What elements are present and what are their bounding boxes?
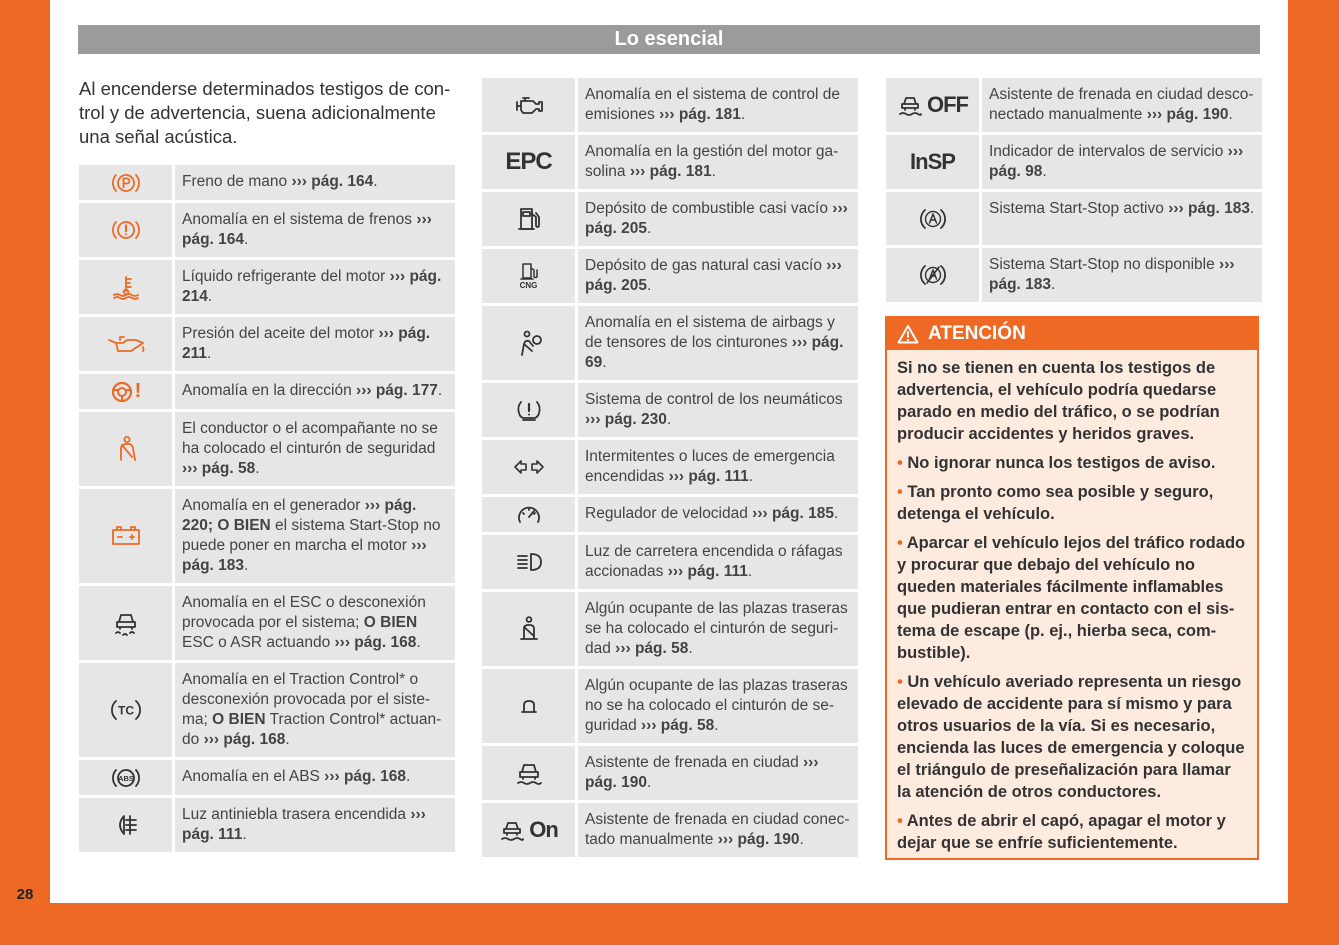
indicator-description (578, 192, 858, 246)
indicator-description (982, 192, 1262, 245)
indicator-row (482, 592, 858, 666)
indicator-row (482, 669, 858, 743)
page-reference[interactable]: ››› pág. 98 (989, 143, 1244, 180)
page-reference[interactable]: ››› pág. 111 (182, 806, 426, 843)
description-text: . (1250, 200, 1255, 217)
bullet-icon: • (897, 454, 908, 472)
indicator-row (482, 249, 858, 303)
page-reference[interactable]: ››› pág. 58 (182, 460, 256, 477)
indicator-table-right (886, 78, 1262, 305)
page-reference[interactable]: ››› pág. 181 (659, 106, 741, 123)
warning-bullet-text: Tan pronto como sea posible y seguro, detenga el vehículo. (897, 483, 1214, 523)
warning-body (887, 350, 1257, 854)
indicator-description (578, 306, 858, 380)
page-reference[interactable]: ››› pág. 164 (182, 211, 432, 248)
battery-icon (109, 524, 143, 548)
steering-icon-wheel (110, 380, 134, 404)
page-reference[interactable]: ››› pág. 211 (182, 325, 431, 362)
indicator-icon-cell (482, 592, 575, 666)
indicator-icon-cell (482, 497, 575, 532)
warning-header (887, 318, 1257, 350)
page-reference[interactable]: ››› pág. 168 (324, 768, 406, 785)
indicator-description (578, 669, 858, 743)
description-text: . (416, 634, 421, 651)
description-text: Sistema de control de los neumáticos (585, 391, 843, 408)
description-text: . (714, 717, 719, 734)
turn-signal-icon (512, 457, 546, 477)
city-brake-on-icon: On (499, 817, 558, 843)
indicator-icon-cell (79, 663, 172, 757)
start-stop-icon (918, 205, 948, 233)
indicator-icon-cell (482, 440, 575, 494)
description-text: Anomalía en el Traction Control* o desconexión provocada por el sistema; (182, 671, 431, 728)
bullet-icon: • (897, 812, 907, 830)
indicator-icon-cell (79, 489, 172, 583)
page-reference[interactable]: ››› pág. 205 (585, 257, 842, 294)
description-text: ESC o ASR actuando (182, 634, 335, 651)
page-reference[interactable]: O BIEN (212, 711, 266, 728)
city-brake-off-icon: OFF (897, 92, 968, 118)
description-text: . (1051, 276, 1056, 293)
indicator-description (578, 78, 858, 132)
parking-brake-icon (109, 170, 143, 196)
page-reference[interactable]: ››› pág. 190 (585, 754, 819, 791)
description-text: Regulador de velocidad (585, 505, 753, 522)
indicator-row (79, 374, 455, 409)
indicator-icon-cell (482, 192, 575, 246)
warning-bullet-text: Antes de abrir el capó, apagar el motor y dejar que se enfríe suficientemente. (897, 812, 1226, 852)
indicator-table-middle (482, 78, 858, 860)
bullet-icon: • (897, 483, 908, 501)
description-text: . (740, 106, 746, 123)
indicator-description (578, 440, 858, 494)
indicator-row (482, 135, 858, 189)
indicator-description (578, 249, 858, 303)
indicator-icon-cell (482, 383, 575, 437)
warning-box (885, 316, 1259, 860)
indicator-row (482, 803, 858, 857)
indicator-description (175, 317, 455, 371)
airbag-icon (514, 329, 544, 357)
bullet-icon: • (897, 534, 907, 552)
page-reference[interactable]: ››› pág. 111 (667, 563, 748, 580)
indicator-row (886, 135, 1262, 189)
indicator-icon-cell (79, 412, 172, 486)
description-text: . (207, 345, 212, 362)
seatbelt-icon (113, 435, 139, 463)
description-text: Anomalía en la gestión del motor gasolina (585, 143, 839, 180)
page-reference[interactable]: ››› pág. 168 (203, 731, 286, 748)
warning-bullet (897, 452, 1247, 474)
description-text: Luz de carretera encendida o ráfagas accionadas (585, 543, 843, 580)
description-text: Luz antiniebla trasera encendida (182, 806, 411, 823)
description-text: . (647, 277, 652, 294)
indicator-row (79, 203, 455, 257)
indicator-icon-cell (79, 317, 172, 371)
indicator-icon-cell (482, 78, 575, 132)
engine-icon (512, 93, 546, 117)
abs-icon (109, 765, 143, 791)
warning-bullet (897, 481, 1247, 525)
indicator-icon-cell (482, 803, 575, 857)
description-text: Intermitentes o luces de emergencia encendidas (585, 448, 835, 485)
indicator-icon-cell (482, 249, 575, 303)
description-text: . (747, 563, 753, 580)
indicator-description (175, 663, 455, 757)
description-text: . (242, 826, 247, 843)
description-text: . (207, 288, 213, 305)
indicator-description (175, 260, 455, 314)
description-text: el sistema Start-Stop no puede poner en marcha el motor (182, 517, 441, 554)
description-text: . (688, 640, 693, 657)
description-text: Depósito de combustible casi vacío (585, 200, 833, 217)
indicator-description (175, 798, 455, 852)
oil-pressure-icon (106, 332, 146, 356)
indicator-row (482, 192, 858, 246)
description-text: . (799, 831, 804, 848)
indicator-row (79, 317, 455, 371)
section-header: Lo esencial (78, 25, 1260, 54)
page-reference[interactable]: ››› pág. 230 (585, 411, 667, 428)
indicator-description (175, 412, 455, 486)
description-text: . (255, 460, 260, 477)
city-brake-icon (514, 759, 544, 787)
description-text: Anomalía en el generador (182, 497, 365, 514)
indicator-description (175, 203, 455, 257)
warning-bullet-text: Un vehículo averiado representa un riesgo elevado de accidente para sí mismo y para otros usuarios de la vía. Si es necesario, encienda las luces de emergencia y coloque el triángulo de preseñalización para llamar la atención de otros conductores. (897, 673, 1245, 801)
description-text: Presión del aceite del motor (182, 325, 379, 342)
page-reference[interactable]: ››› pág. 183 (1168, 200, 1251, 217)
indicator-row (79, 663, 455, 757)
svg-text:TC: TC (117, 703, 134, 718)
warning-triangle-icon (897, 324, 919, 344)
description-text: . (373, 173, 378, 190)
warning-bullet-text: Aparcar el vehículo lejos del tráfico rodado y procurar que debajo del vehículo no queden materiales fácilmente inflamables que pudieran entrar en contacto con el sistema de escape (p. ej., hierba seca, combustible). (897, 534, 1246, 662)
warning-bullet-text: No ignorar nunca los testigos de aviso. (907, 454, 1216, 472)
page-reference[interactable]: O BIEN (363, 614, 418, 631)
city-brake-off-icon-car (897, 92, 923, 118)
page-reference[interactable]: ››› pág. 58 (641, 717, 715, 734)
description-text: . (647, 774, 652, 791)
description-text: . (666, 411, 672, 428)
indicator-description (982, 78, 1262, 132)
description-text: Traction Control* actuando (182, 711, 442, 748)
description-text: Freno de mano (182, 173, 292, 190)
indicator-row (886, 248, 1262, 302)
page-reference[interactable]: ››› pág. 164 (291, 173, 374, 190)
epc-icon: EPC (505, 148, 552, 175)
cruise-control-icon (514, 501, 544, 529)
page-reference[interactable]: ››› pág. 58 (615, 640, 689, 657)
description-text: Anomalía en el ABS (182, 768, 325, 785)
description-text: . (285, 731, 290, 748)
description-text: Depósito de gas natural casi vacío (585, 257, 827, 274)
description-text: . (647, 220, 652, 237)
high-beam-icon (513, 550, 545, 574)
bullet-icon: • (897, 673, 908, 691)
inspection-icon: InSP (910, 149, 955, 174)
indicator-icon-cell (482, 746, 575, 800)
page-reference[interactable]: ››› pág. 111 (668, 468, 749, 485)
indicator-row (482, 497, 858, 532)
description-text: . (1228, 106, 1233, 123)
description-text: El conductor o el acompañante no se ha colocado el cinturón de seguridad (182, 420, 438, 457)
page-reference[interactable]: ››› pág. 190 (1146, 106, 1229, 123)
description-text: . (602, 354, 607, 371)
coolant-icon (111, 274, 141, 300)
intro-paragraph: Al encenderse determinados testigos de control y de advertencia, suena adicionalmente una señal acústica. (79, 78, 451, 147)
indicator-icon-cell (79, 203, 172, 257)
indicator-icon-cell (886, 135, 979, 189)
warning-bullet (897, 532, 1247, 664)
brake-system-icon (109, 217, 143, 243)
indicator-icon-cell (886, 78, 979, 132)
description-text: Anomalía en el ESC o desconexión provocada por el sistema; (182, 594, 426, 631)
indicator-row (79, 489, 455, 583)
page-reference[interactable]: ››› pág. 220; O BIEN (182, 497, 417, 534)
cng-fuel-icon-pump (519, 263, 539, 281)
svg-text:ABS: ABS (117, 773, 134, 783)
city-brake-on-icon-car (499, 817, 525, 843)
indicator-description (175, 489, 455, 583)
indicator-description (175, 760, 455, 795)
indicator-icon-cell (79, 798, 172, 852)
description-text: Asistente de frenada en ciudad conectado manualmente (585, 811, 850, 848)
indicator-row (482, 746, 858, 800)
indicator-icon-cell (79, 260, 172, 314)
indicator-row (79, 412, 455, 486)
indicator-row (79, 798, 455, 852)
page-reference[interactable]: ››› pág. 177 (356, 382, 438, 399)
indicator-description (578, 135, 858, 189)
page-reference[interactable]: ››› pág. 183 (989, 256, 1235, 293)
description-text: . (244, 231, 249, 248)
description-text: . (437, 382, 443, 399)
indicator-row (79, 260, 455, 314)
steering-icon: ! (110, 380, 142, 404)
page-reference[interactable]: ››› pág. 181 (629, 163, 712, 180)
indicator-row (482, 306, 858, 380)
indicator-icon-cell (482, 535, 575, 589)
indicator-row (482, 383, 858, 437)
indicator-row (886, 78, 1262, 132)
page-number: 28 (16, 886, 34, 903)
esc-icon (111, 608, 141, 638)
indicator-row (482, 440, 858, 494)
description-text: . (406, 768, 411, 785)
description-text: Asistente de frenada en ciudad desconectado manualmente (989, 86, 1254, 123)
page-reference[interactable]: ››› pág. 183 (182, 537, 427, 574)
indicator-icon-cell (79, 760, 172, 795)
indicator-icon-cell (482, 135, 575, 189)
indicator-description (175, 586, 455, 660)
indicator-icon-cell (886, 192, 979, 245)
page-reference[interactable]: ››› pág. 190 (717, 831, 800, 848)
rear-seatbelt-off-icon (517, 694, 541, 718)
indicator-row (482, 535, 858, 589)
indicator-icon-cell (886, 248, 979, 302)
indicator-description (982, 135, 1262, 189)
warning-bullet (897, 810, 1247, 854)
page-reference[interactable]: ››› pág. 205 (585, 200, 848, 237)
cng-fuel-icon: CNG (519, 263, 539, 290)
description-text: Anomalía en el sistema de airbags y de tensores de los cinturones (585, 314, 835, 351)
description-text: Anomalía en el sistema de frenos (182, 211, 417, 228)
indicator-icon-cell (79, 165, 172, 200)
page-reference[interactable]: ››› pág. 168 (334, 634, 417, 651)
indicator-row (79, 760, 455, 795)
rear-seatbelt-icon (516, 615, 542, 643)
description-text: Sistema Start-Stop no disponible (989, 256, 1220, 273)
description-text: Anomalía en el sistema de control de emisiones (585, 86, 841, 123)
description-text: . (1042, 163, 1047, 180)
indicator-description (578, 746, 858, 800)
fuel-icon (516, 205, 542, 233)
indicator-description (578, 535, 858, 589)
page-reference[interactable]: ››› pág. 185 (752, 505, 834, 522)
indicator-description (175, 165, 455, 200)
indicator-description (175, 374, 455, 409)
indicator-icon-cell (482, 669, 575, 743)
description-text: Algún ocupante de las plazas traseras no se ha colocado el cinturón de seguridad (585, 677, 848, 734)
description-text: . (244, 557, 249, 574)
description-text: Líquido refrigerante del motor (182, 268, 390, 285)
warning-title: ATENCIÓN (928, 323, 1026, 344)
rear-fog-light-icon (110, 812, 142, 838)
indicator-icon-cell (79, 374, 172, 409)
indicator-description (578, 497, 858, 532)
indicator-description (578, 383, 858, 437)
description-text: Algún ocupante de las plazas traseras se ha colocado el cinturón de seguridad (585, 600, 848, 657)
indicator-icon-cell (79, 586, 172, 660)
warning-intro: Si no se tienen en cuenta los testigos de advertencia, el vehículo podría quedarse parado en medio del tráfico, o se podrían producir accidentes y heridos graves. (897, 359, 1220, 443)
tyre-pressure-icon (514, 397, 544, 423)
page-reference[interactable]: ››› pág. 69 (585, 334, 844, 371)
description-text: . (711, 163, 716, 180)
indicator-description (982, 248, 1262, 302)
description-text: . (834, 505, 839, 522)
description-text: Sistema Start-Stop activo (989, 200, 1169, 217)
indicator-row (886, 192, 1262, 245)
indicator-row (482, 78, 858, 132)
indicator-row (79, 586, 455, 660)
indicator-row (79, 165, 455, 200)
indicator-icon-cell (482, 306, 575, 380)
description-text: Indicador de intervalos de servicio (989, 143, 1228, 160)
description-text: Anomalía en la dirección (182, 382, 357, 399)
description-text: Asistente de frenada en ciudad (585, 754, 804, 771)
indicator-table-left (79, 165, 455, 855)
description-text: . (748, 468, 754, 485)
indicator-description (578, 803, 858, 857)
warning-bullet (897, 671, 1247, 803)
start-stop-unavailable-icon (918, 261, 948, 289)
indicator-description (578, 592, 858, 666)
traction-control-icon (109, 696, 143, 724)
page-reference[interactable]: ››› pág. 214 (182, 268, 442, 305)
